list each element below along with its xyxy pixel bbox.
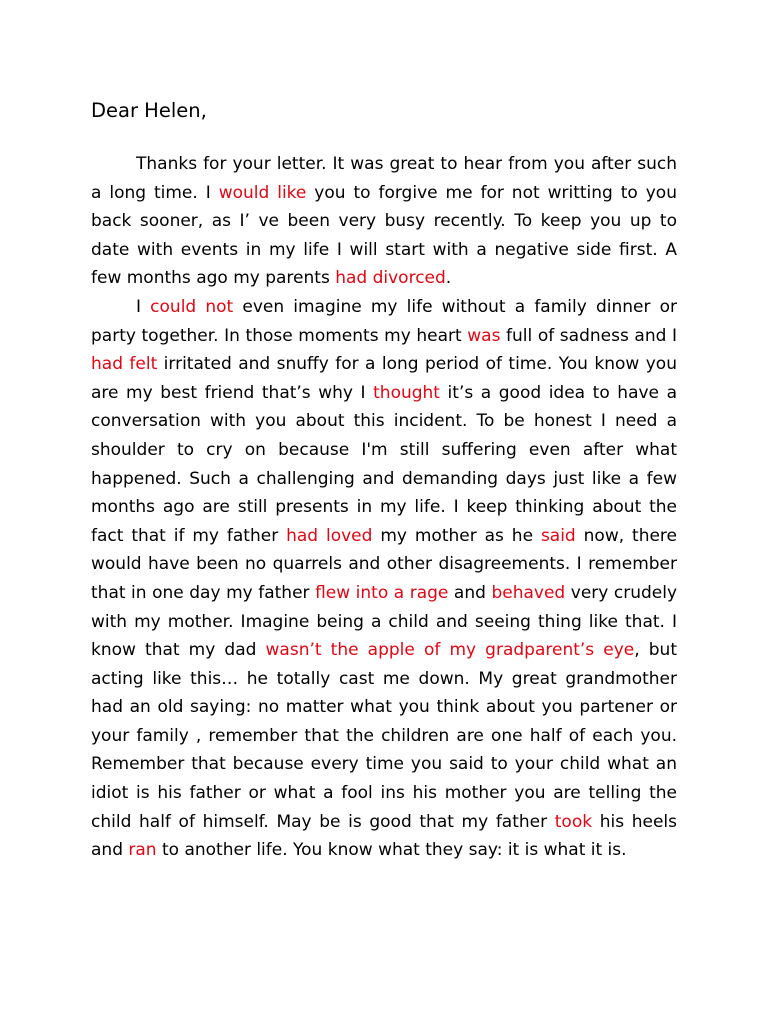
highlighted-phrase: was — [467, 325, 501, 346]
letter-greeting: Dear Helen, — [91, 99, 207, 122]
highlighted-phrase: took — [554, 811, 593, 832]
letter-paragraph-1 — [91, 150, 677, 293]
highlighted-phrase: would like — [218, 182, 307, 203]
paragraph-2-segment: I — [136, 296, 151, 317]
paragraph-2-segment: even imagine my life without a family dinner or party together. In those moments my heart — [91, 296, 677, 346]
highlighted-phrase: had felt — [91, 354, 158, 375]
paragraph-2-segment: full of sadness and I — [500, 325, 677, 346]
paragraph-2-segment: now, there would have been no quarrels and other disagreements. I remember that in one day my father — [91, 525, 678, 603]
highlighted-phrase: wasn’t the apple of my gradparent’s eye — [265, 640, 635, 661]
paragraph-1-segment: Thanks for your letter. It was great to hear from you after such a long time. I — [91, 154, 677, 203]
highlighted-phrase: behaved — [491, 582, 566, 603]
letter-paragraph-2 — [91, 293, 677, 865]
paragraph-2-segment: my mother as he — [372, 525, 541, 546]
highlighted-phrase: thought — [373, 382, 440, 403]
highlighted-phrase: flew into a rage — [315, 582, 449, 603]
paragraph-2-segment: it’s a good idea to have a conversation with you about this incident. To be honest I need a shoulder to cry on because I'm still suffering even after what happened. Such a challenging and demanding days just like a few months ago are still presents in my life. I keep thinking about the fact that if my father — [91, 382, 677, 546]
paragraph-2-segment: very crudely with my mother. Imagine being a child and seeing thing like that. I know that my dad — [91, 582, 678, 661]
highlighted-phrase: had loved — [286, 525, 373, 546]
paragraph-1-segment: . — [445, 268, 452, 289]
letter-body — [91, 150, 677, 865]
paragraph-2-segment: to another life. You know what they say: it is what it is. — [156, 840, 627, 861]
paragraph-2-segment: and — [448, 582, 492, 603]
highlighted-phrase: could not — [150, 296, 234, 317]
highlighted-phrase: said — [540, 525, 576, 546]
paragraph-2-segment: , but acting like this… he totally cast me down. My great grandmother had an old saying: no matter what you think about you partener or your family , remember that the children are one half of each you. Remember that because every time you said to your child what an idiot is his father or what a fool ins his mother you are telling the child half of himself. May be is good that my father — [91, 640, 677, 832]
paragraph-2-segment: his heels and — [91, 811, 677, 861]
paragraph-1-segment: you to forgive me for not writting to you back sooner, as I’ ve been very busy recently. To keep you up to date with events in my life I will start with a negative side first. A few months ago my parents — [91, 182, 677, 289]
highlighted-phrase: ran — [128, 840, 157, 861]
highlighted-phrase: had divorced — [335, 268, 446, 289]
paragraph-2-segment: irritated and snuffy for a long period of time. You know you are my best friend that’s why I — [91, 354, 677, 403]
